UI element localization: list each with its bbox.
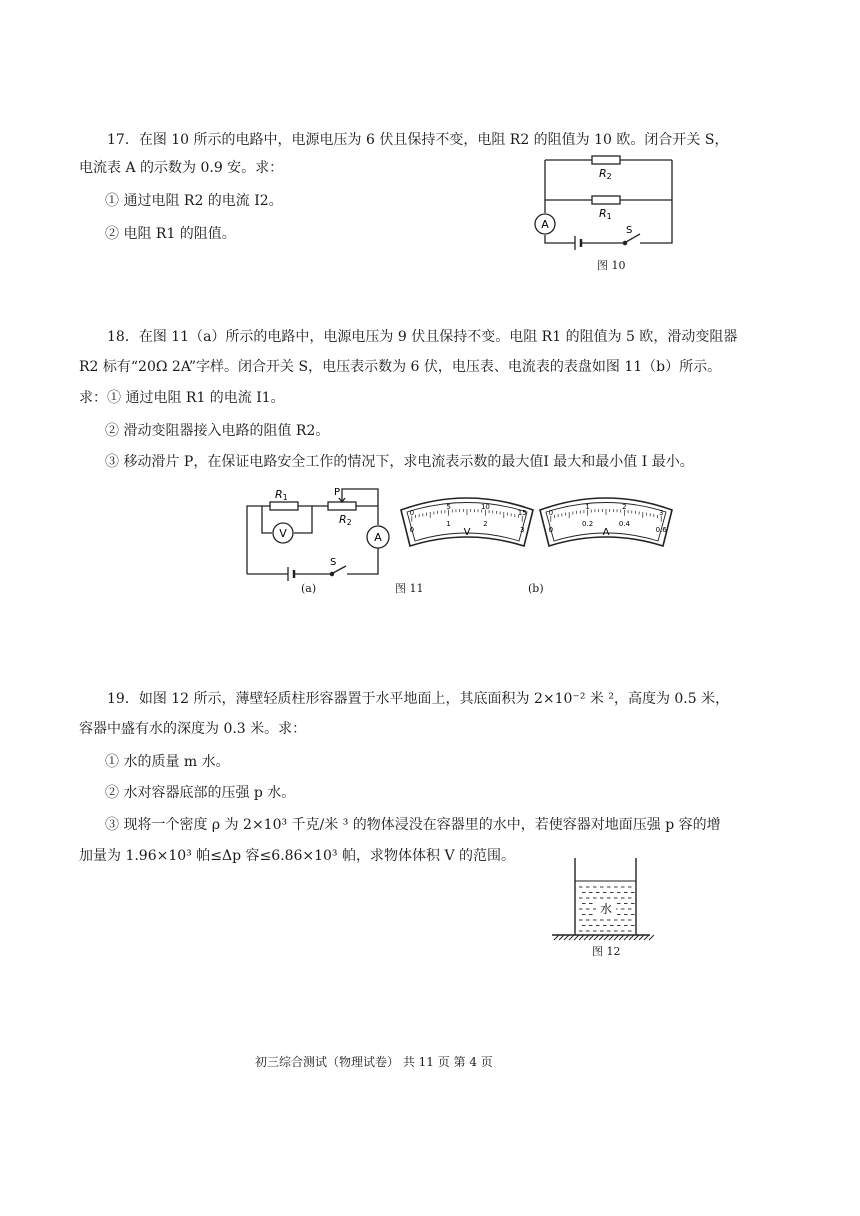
ammeter-inner-tick-label: 0.2 xyxy=(582,519,594,528)
voltmeter-outer-tick-label: 5 xyxy=(446,502,451,511)
ground-hatch-line xyxy=(614,935,619,940)
ground-hatch-line xyxy=(604,935,609,940)
ground-hatch-line xyxy=(599,935,604,940)
fig11-switch-label: S xyxy=(330,557,337,568)
q18-item3: ③ 移动滑片 P，在保证电路安全工作的情况下，求电流表示数的最大值I 最大和最小值 I 最小。 xyxy=(105,454,694,470)
ground-hatch-line xyxy=(579,935,584,940)
ground-hatch-line xyxy=(639,935,644,940)
q19-item3: ③ 现将一个密度 ρ 为 2×10³ 千克/米 ³ 的物体浸没在容器里的水中，若使容器对地面压强 p 容的增 xyxy=(105,817,721,833)
fig12-water-label: 水 xyxy=(599,902,613,916)
q18-item2: ② 滑动变阻器接入电路的阻值 R2。 xyxy=(105,423,330,439)
fig10-switch-label: S xyxy=(626,225,633,236)
ground-hatch-line xyxy=(619,935,624,940)
voltmeter-inner-tick-label: 2 xyxy=(483,519,488,528)
voltmeter-outer-tick-label: 15 xyxy=(517,508,527,517)
voltmeter-dial-letter: V xyxy=(463,527,471,538)
fig11-voltmeter-label: V xyxy=(279,527,287,540)
ground-hatch-line xyxy=(624,935,629,940)
ground-hatch-line xyxy=(554,935,559,940)
voltmeter-outer-tick-label: 0 xyxy=(409,508,415,517)
q17-item1: ① 通过电阻 R2 的电流 I2。 xyxy=(105,193,283,209)
q18-line1: 18．在图 11（a）所示的电路中，电源电压为 9 伏且保持不变。电阻 R1 的阻值为 5 欧，滑动变阻器 xyxy=(107,329,738,345)
fig10-r2-label: R2 xyxy=(599,167,612,181)
ammeter-inner-tick-label: 0.4 xyxy=(618,519,630,528)
ground-hatch-line xyxy=(574,935,579,940)
fig11-p-label: P xyxy=(334,487,341,498)
q19-item2: ② 水对容器底部的压强 p 水。 xyxy=(105,785,296,801)
page-footer: 初三综合测试（物理试卷） 共 11 页 第 4 页 xyxy=(255,1055,493,1069)
q17-item2: ② 电阻 R1 的阻值。 xyxy=(105,226,236,242)
fig10-ammeter-label: A xyxy=(541,218,549,231)
voltmeter-inner-tick-label: 3 xyxy=(519,525,525,534)
fig10-r1-label: R1 xyxy=(599,207,612,221)
ammeter-inner-tick-label: 0 xyxy=(548,525,554,534)
ground-hatch-line xyxy=(559,935,564,940)
ammeter-outer-tick-label: 3 xyxy=(658,508,664,517)
ground-hatch-line xyxy=(569,935,574,940)
fig11-label-b: (b) xyxy=(528,582,544,595)
q17-line1: 17．在图 10 所示的电路中，电源电压为 6 伏且保持不变，电阻 R2 的阻值为 10 欧。闭合开关 S， xyxy=(107,132,729,148)
q19-item3b: 加量为 1.96×10³ 帕≤Δp 容≤6.86×10³ 帕，求物体体积 V 的范围。 xyxy=(79,848,516,864)
q19-line2: 容器中盛有水的深度为 0.3 米。求： xyxy=(79,721,307,737)
fig11-r1-label: R1 xyxy=(275,488,288,502)
ground-hatch-line xyxy=(589,935,594,940)
fig11-ammeter-label: A xyxy=(374,531,382,544)
fig11-label-a: (a) xyxy=(301,582,317,595)
ground-hatch-line xyxy=(594,935,599,940)
ammeter-inner-tick-label: 0.6 xyxy=(655,525,667,534)
ground-hatch-line xyxy=(609,935,614,940)
ammeter-dial-letter: A xyxy=(602,527,610,538)
q19-item1: ① 水的质量 m 水。 xyxy=(105,754,230,770)
ammeter-outer-tick-label: 2 xyxy=(622,502,627,511)
q19-line1: 19．如图 12 所示，薄壁轻质柱形容器置于水平地面上，其底面积为 2×10⁻² 米 ²，高度为 0.5 米， xyxy=(107,691,730,707)
voltmeter-outer-tick-label: 10 xyxy=(480,502,490,511)
q17-line2: 电流表 A 的示数为 0.9 安。求： xyxy=(79,160,284,176)
ammeter-outer-tick-label: 1 xyxy=(585,502,590,511)
ground-hatch-line xyxy=(634,935,639,940)
fig10-caption: 图 10 xyxy=(597,259,626,272)
ground-hatch-line xyxy=(644,935,649,940)
q18-line2: R2 标有“20Ω 2A”字样。闭合开关 S，电压表示数为 6 伏，电压表、电流表的表盘如图 11（b）所示。 xyxy=(79,359,722,375)
ground-hatch-line xyxy=(584,935,589,940)
q18-line3: 求：① 通过电阻 R1 的电流 I1。 xyxy=(79,390,285,406)
ground-hatch-line xyxy=(564,935,569,940)
voltmeter-inner-tick-label: 1 xyxy=(446,519,451,528)
fig12-caption: 图 12 xyxy=(592,945,621,958)
voltmeter-inner-tick-label: 0 xyxy=(409,525,415,534)
ammeter-outer-tick-label: 0 xyxy=(548,508,554,517)
ground-hatch-line xyxy=(649,935,654,940)
fig11-caption: 图 11 xyxy=(395,582,424,595)
ground-hatch-line xyxy=(629,935,634,940)
fig11-r2-label: R2 xyxy=(339,513,352,527)
